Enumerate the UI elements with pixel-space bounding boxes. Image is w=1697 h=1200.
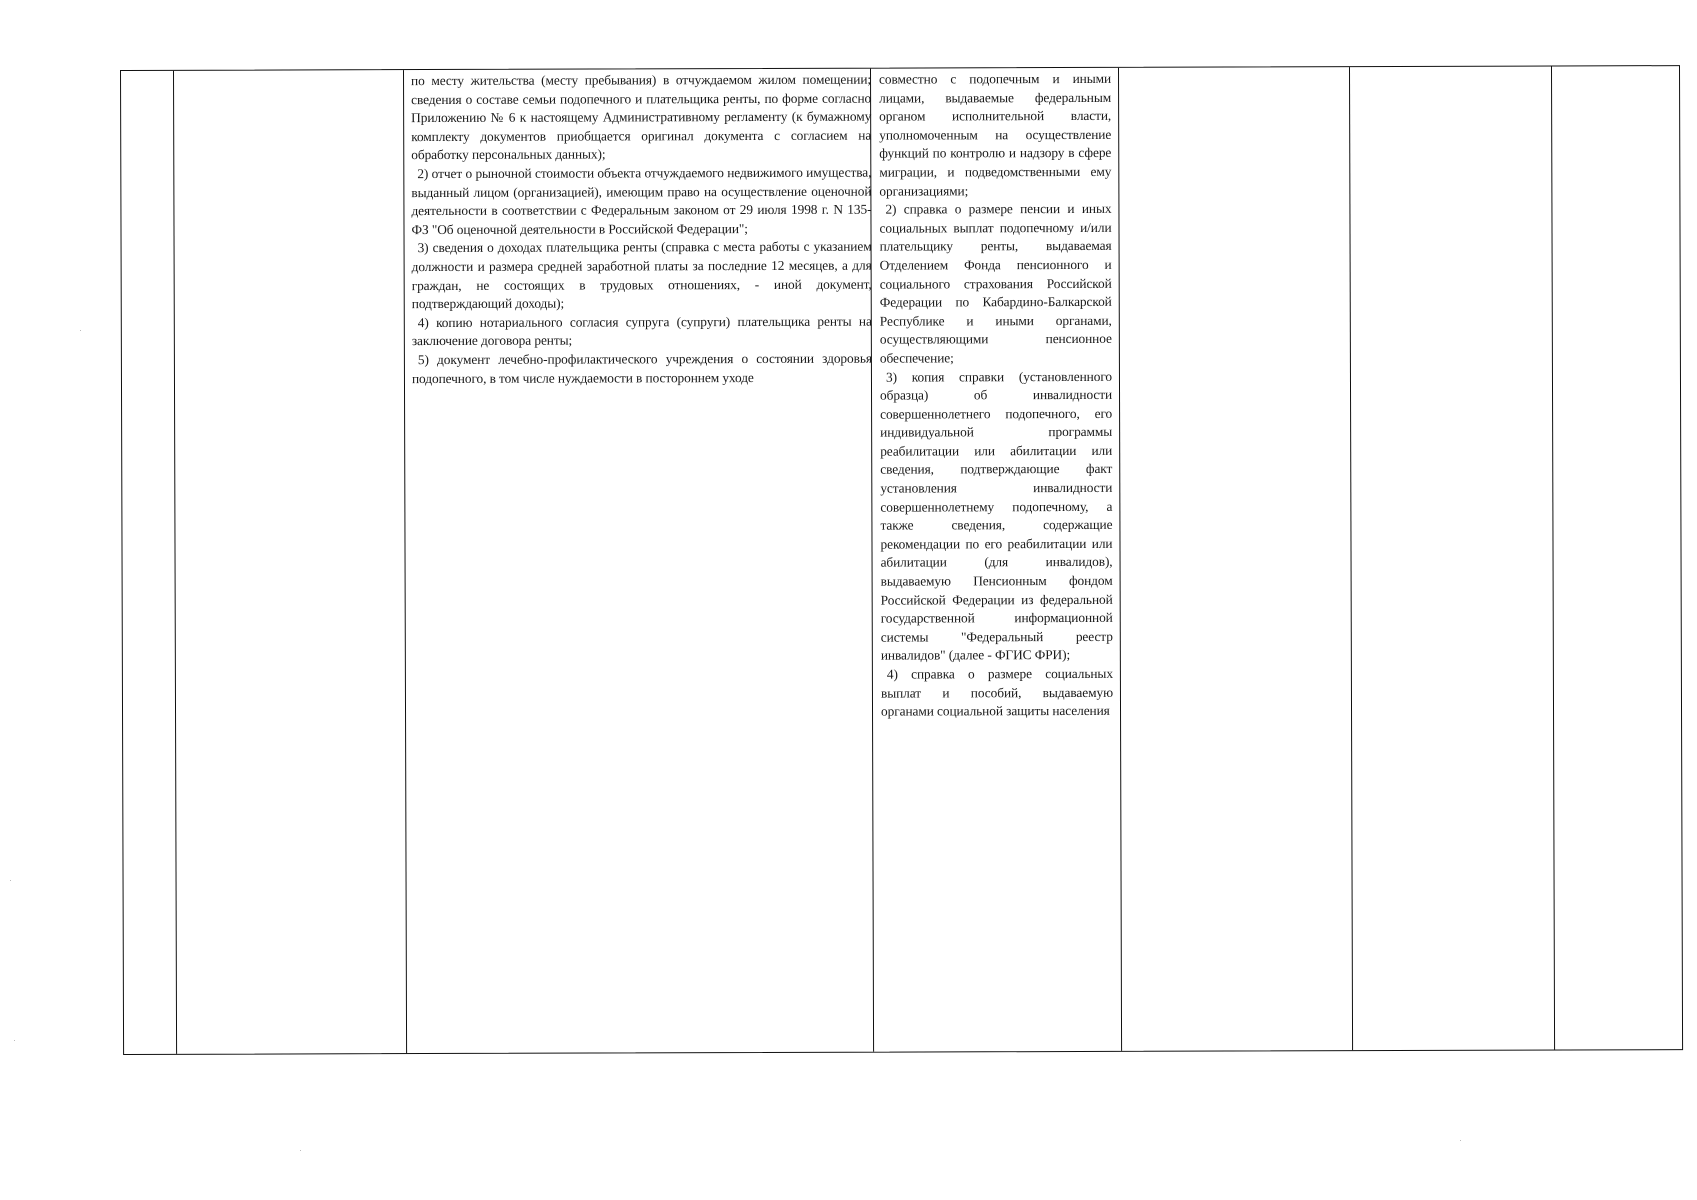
cell-number — [121, 71, 176, 1054]
cell-empty — [1349, 67, 1554, 1051]
paragraph-text: 2) отчет о рыночной стоимости объекта отчуждаемого недвижимого имущества, выданный лицом (организацией), имеющим право на осуществление оценочной деятельности в соответствии с Федеральным законом от 29 июля 1998 г. N 135-ФЗ "Об оценочной деятельности в Российской Федерации"; — [411, 164, 872, 237]
scan-speck — [14, 1040, 15, 1041]
cell-name — [173, 70, 406, 1054]
cell-documents-interagency — [879, 70, 1113, 722]
paragraph-text: по месту жительства (месту пребывания) в отчуждаемом жилом помещении; сведения о составе семьи подопечного и плательщика ренты, по форме согласно Приложению № 6 к настоящему Административному регламенту (к бумажному комплекту документов приобщается оригинал документа с согласием на обработку персональных данных); — [411, 71, 872, 163]
paragraph-text: 3) копия справки (установленного образца) об инвалидности совершеннолетнего подопечного, его индивидуальной программы реабилитации или абилитации или сведения, подтверждающие факт установления инвалидности совершеннолетнему подопечному, а также сведения, содержащие рекомендации по его реабилитации или абилитации (для инвалидов), выдаваемую Пенсионным фондом Российской Федерации из федеральной государственной информационной системы "Федеральный реестр инвалидов" (далее - ФГИС ФРИ); — [880, 368, 1113, 664]
paragraph-text: 2) справка о размере пенсии и иных социальных выплат подопечному и/или плательщику ренты, выдаваемая Отделением Фонда пенсионного и социального страхования Российской Федерации по Кабардино-Балкарской Республике и иными органами, осуществляющими пенсионное обеспечение; — [879, 201, 1112, 366]
cell-documents-applicant — [411, 71, 872, 389]
scan-speck — [300, 1150, 301, 1151]
cell-empty — [1551, 66, 1682, 1049]
scan-speck — [1460, 1140, 1461, 1141]
document-table — [120, 65, 1683, 1055]
paragraph-text: 4) справка о размере социальных выплат и пособий, выдаваемую органами социальной защиты населения — [880, 665, 1113, 719]
scan-speck — [80, 330, 81, 331]
cell-empty — [1118, 67, 1352, 1051]
paragraph-text: 3) сведения о доходах плательщика ренты (справка с места работы с указанием должности и размера средней заработной платы за последние 12 месяцев, а для граждан, не состоящих в трудовых отношениях, - иной документ, подтверждающий доходы); — [411, 238, 872, 312]
scan-speck — [10, 880, 11, 881]
paragraph-text: 5) документ лечебно-профилактического учреждения о состоянии здоровья подопечного, в том числе нуждаемости в постороннем уходе — [411, 350, 872, 386]
paragraph-text: 4) копию нотариального согласия супруга (супруги) плательщика ренты на заключение договора ренты; — [411, 313, 872, 349]
paragraph-text: совместно с подопечным и иными лицами, выдаваемые федеральным органом исполнительной власти, уполномоченным на осуществление функций по контролю и надзору в сфере миграции, и подведомственными ему организациями; — [879, 70, 1112, 199]
